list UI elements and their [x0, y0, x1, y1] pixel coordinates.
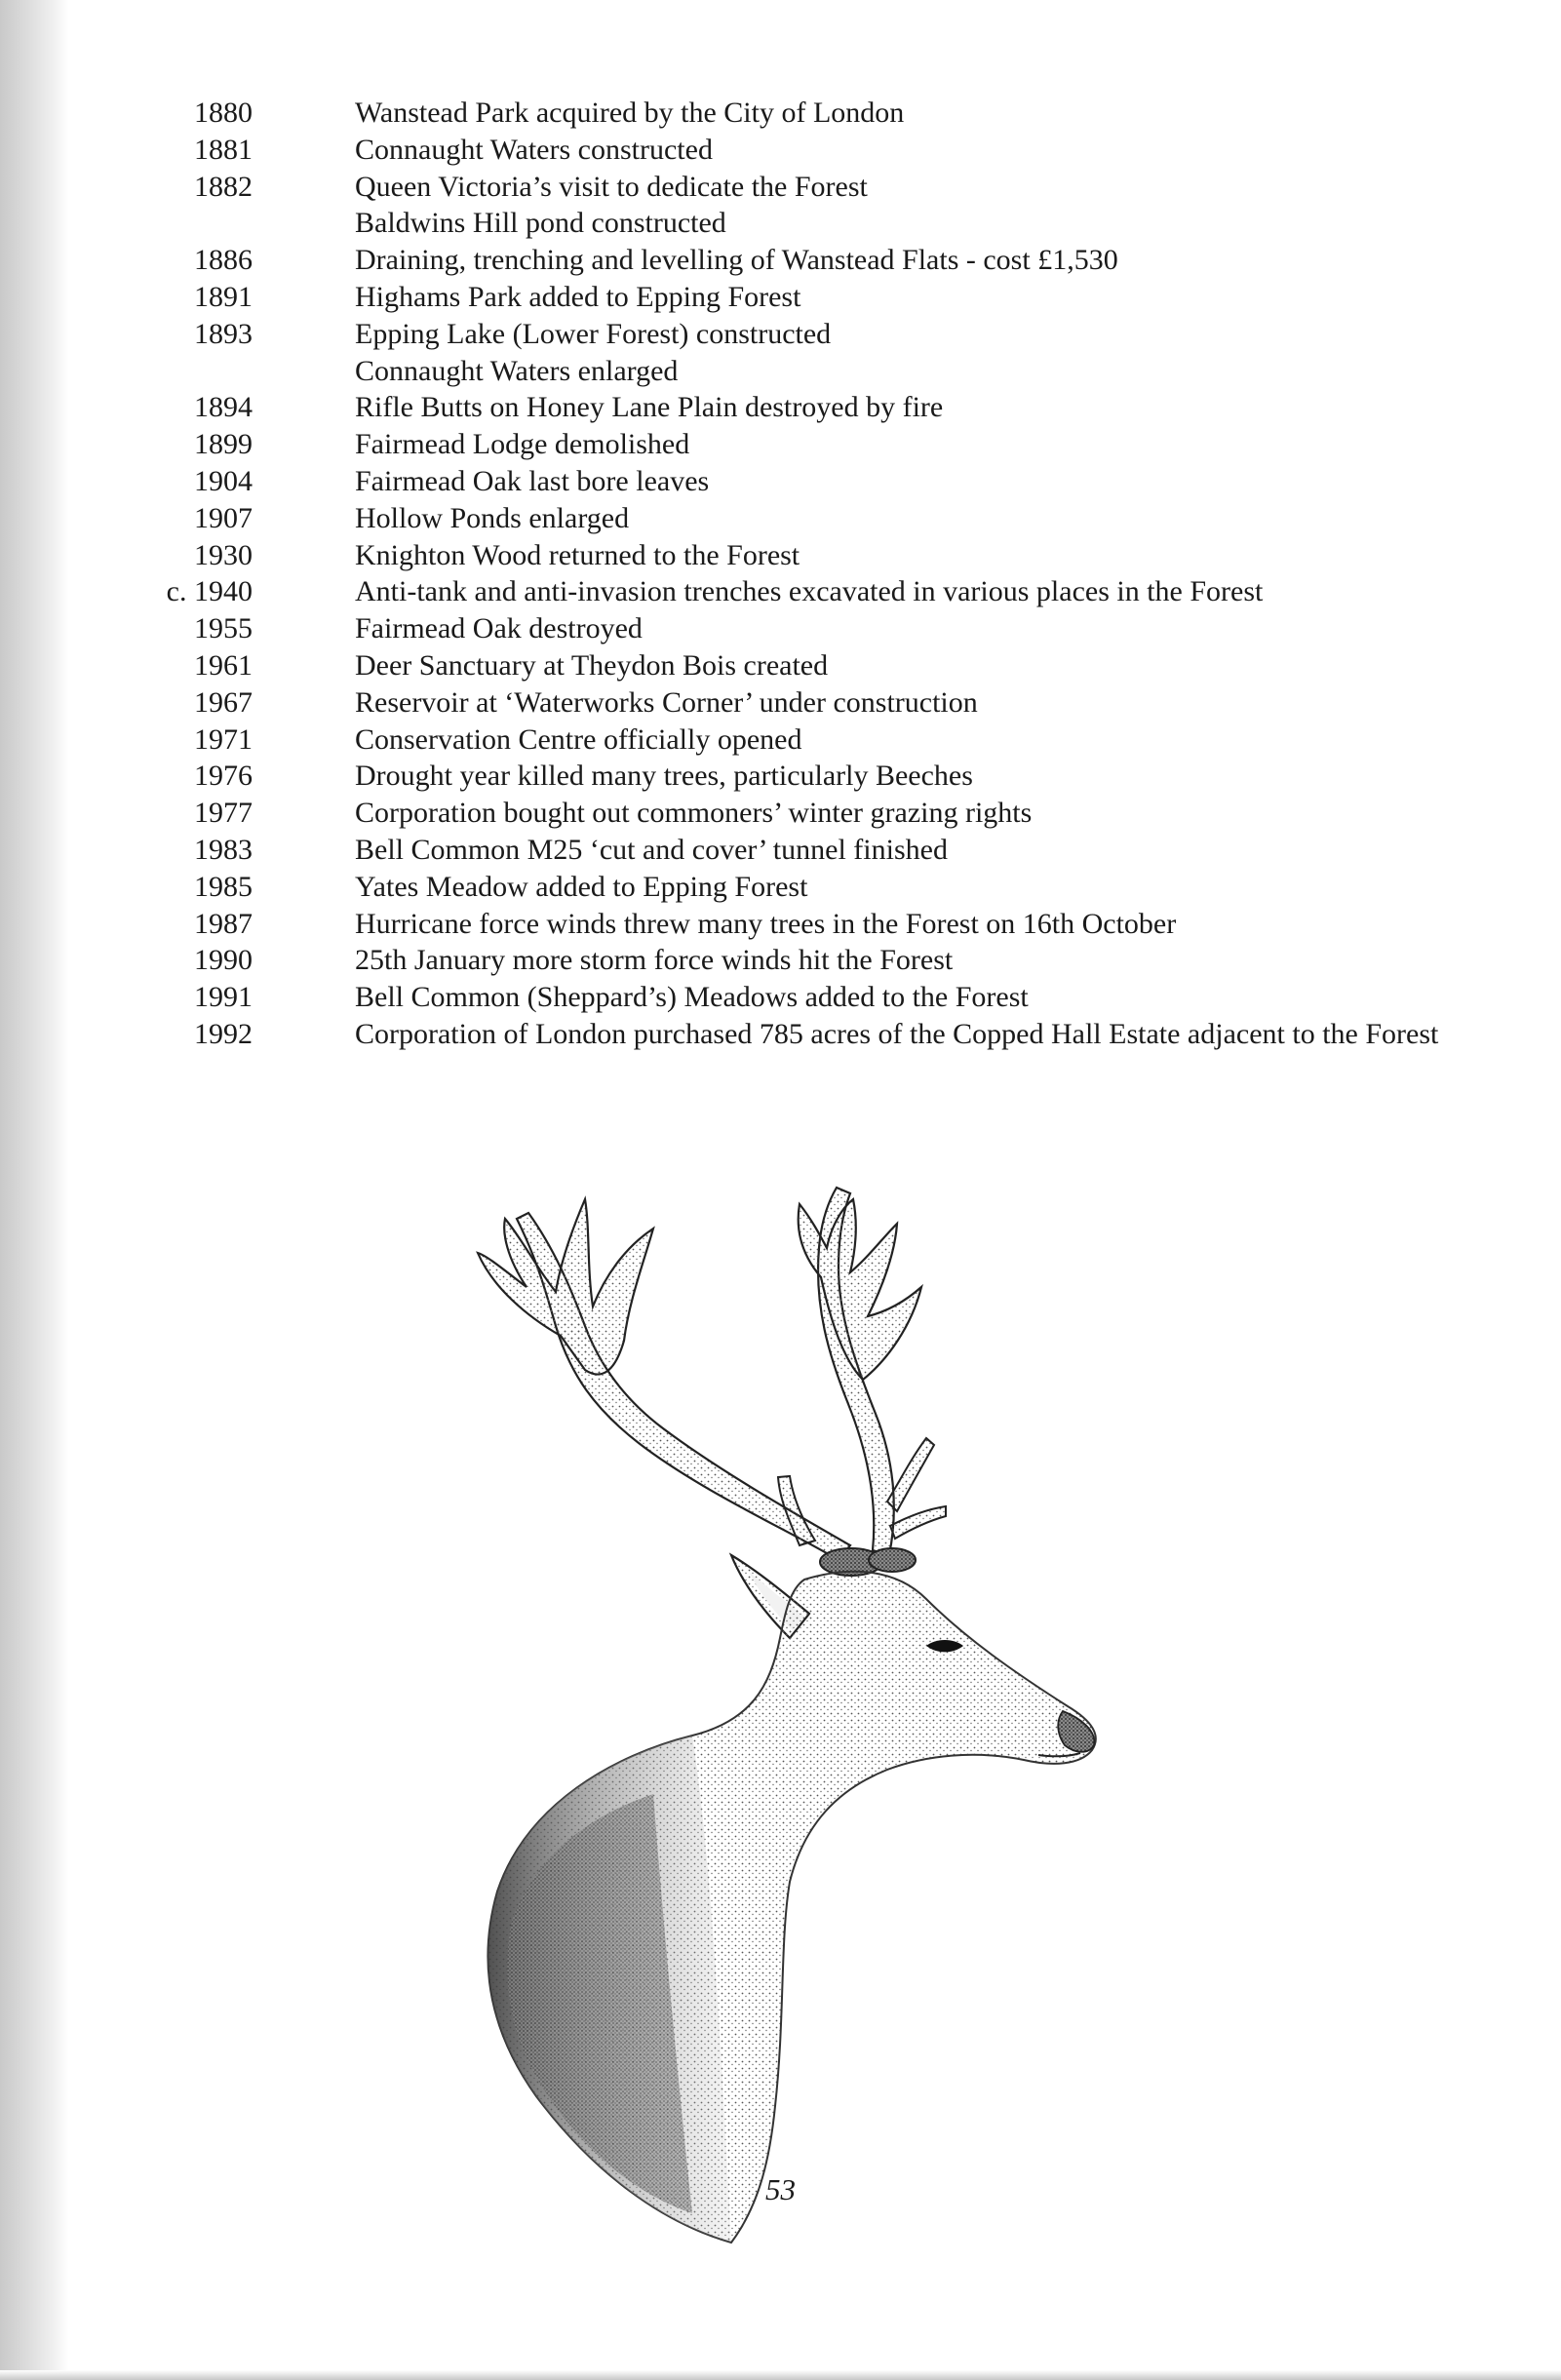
timeline-event: Knighton Wood returned to the Forest [355, 538, 800, 571]
page-number: 53 [765, 2172, 796, 2206]
timeline-row [0, 832, 1561, 869]
timeline-row [0, 1016, 1561, 1090]
timeline-event: Bell Common (Sheppard’s) Meadows added to the Forest [355, 981, 1029, 1014]
timeline-row [0, 610, 1561, 647]
timeline-event: Yates Meadow added to Epping Forest [355, 870, 808, 903]
timeline-year: 1977 [194, 797, 253, 830]
timeline-year: 1881 [194, 133, 253, 166]
timeline-year: 1987 [194, 907, 253, 940]
timeline-row [0, 242, 1561, 279]
timeline-event: Reservoir at ‘Waterworks Corner’ under construction [355, 685, 978, 719]
timeline-event: Corporation of London purchased 785 acres of the Copped Hall Estate adjacent to the Forest [355, 1017, 1439, 1050]
timeline-row [0, 463, 1561, 500]
timeline-row [0, 389, 1561, 426]
timeline-year: 1971 [194, 722, 253, 756]
timeline-event: Bell Common M25 ‘cut and cover’ tunnel finished [355, 833, 948, 866]
timeline-row [0, 169, 1561, 206]
timeline-event: Fairmead Oak destroyed [355, 612, 643, 645]
timeline-row [0, 647, 1561, 684]
timeline-row [0, 869, 1561, 906]
timeline-event: Deer Sanctuary at Theydon Bois created [355, 648, 829, 682]
timeline-year: 1976 [194, 760, 253, 793]
timeline-row [0, 942, 1561, 979]
timeline-year: 1880 [194, 97, 253, 129]
timeline-year: 1991 [194, 981, 253, 1014]
timeline-row [0, 426, 1561, 463]
timeline-year: 1983 [194, 833, 253, 866]
timeline-year: 1990 [194, 944, 253, 977]
timeline-year: 1992 [194, 1017, 253, 1050]
timeline-row [0, 722, 1561, 759]
page-bottom-edge [0, 2370, 1561, 2380]
timeline-year: 1967 [194, 685, 253, 719]
timeline-event: Conservation Centre officially opened [355, 722, 802, 756]
timeline-year: 1886 [194, 244, 253, 277]
timeline-event: Drought year killed many trees, particularly Beeches [355, 760, 973, 793]
timeline-event: Corporation bought out commoners’ winter grazing rights [355, 797, 1033, 830]
timeline-year: 1899 [194, 428, 253, 461]
timeline-event: Baldwins Hill pond constructed [355, 207, 726, 240]
timeline-year: 1907 [194, 501, 253, 534]
timeline-event: Wanstead Park acquired by the City of London [355, 97, 905, 129]
timeline-event: Rifle Butts on Honey Lane Plain destroyed by fire [355, 391, 944, 424]
timeline-event: Hollow Ponds enlarged [355, 501, 630, 534]
timeline-row [0, 684, 1561, 722]
timeline-year: 1894 [194, 391, 253, 424]
timeline-year: 1930 [194, 538, 253, 571]
timeline-year: 1904 [194, 464, 253, 497]
timeline-row [0, 95, 1561, 132]
timeline-row [0, 353, 1561, 390]
timeline-year: 1985 [194, 870, 253, 903]
timeline-event: Anti-tank and anti-invasion trenches excavated in various places in the Forest [355, 575, 1264, 608]
timeline-year: 1891 [194, 280, 253, 313]
timeline-row [0, 906, 1561, 943]
timeline-year: 1893 [194, 317, 253, 350]
timeline-row [0, 537, 1561, 574]
timeline-event: Hurricane force winds threw many trees in the Forest on 16th October [355, 907, 1177, 940]
timeline-row [0, 979, 1561, 1016]
timeline-year: 1961 [194, 648, 253, 682]
timeline-row [0, 500, 1561, 537]
timeline-row [0, 132, 1561, 169]
timeline-year: c. 1940 [166, 575, 253, 608]
timeline-event: Draining, trenching and levelling of Wanstead Flats - cost £1,530 [355, 244, 1118, 277]
timeline-row [0, 316, 1561, 353]
timeline-list [0, 95, 1561, 1090]
timeline-row [0, 758, 1561, 795]
timeline-event: Queen Victoria’s visit to dedicate the Forest [355, 170, 868, 203]
timeline-row [0, 573, 1561, 610]
timeline-event: Highams Park added to Epping Forest [355, 280, 801, 313]
timeline-row [0, 205, 1561, 242]
timeline-year: 1955 [194, 612, 253, 645]
timeline-event: 25th January more storm force winds hit the Forest [355, 944, 954, 977]
timeline-event: Epping Lake (Lower Forest) constructed [355, 317, 832, 350]
fallow-deer-head-icon [468, 1180, 1112, 2252]
timeline-year: 1882 [194, 170, 253, 203]
timeline-event: Connaught Waters enlarged [355, 354, 679, 387]
timeline-row [0, 279, 1561, 316]
timeline-event: Fairmead Oak last bore leaves [355, 464, 710, 497]
timeline-event: Connaught Waters constructed [355, 133, 713, 166]
timeline-row [0, 795, 1561, 832]
timeline-event: Fairmead Lodge demolished [355, 428, 690, 461]
